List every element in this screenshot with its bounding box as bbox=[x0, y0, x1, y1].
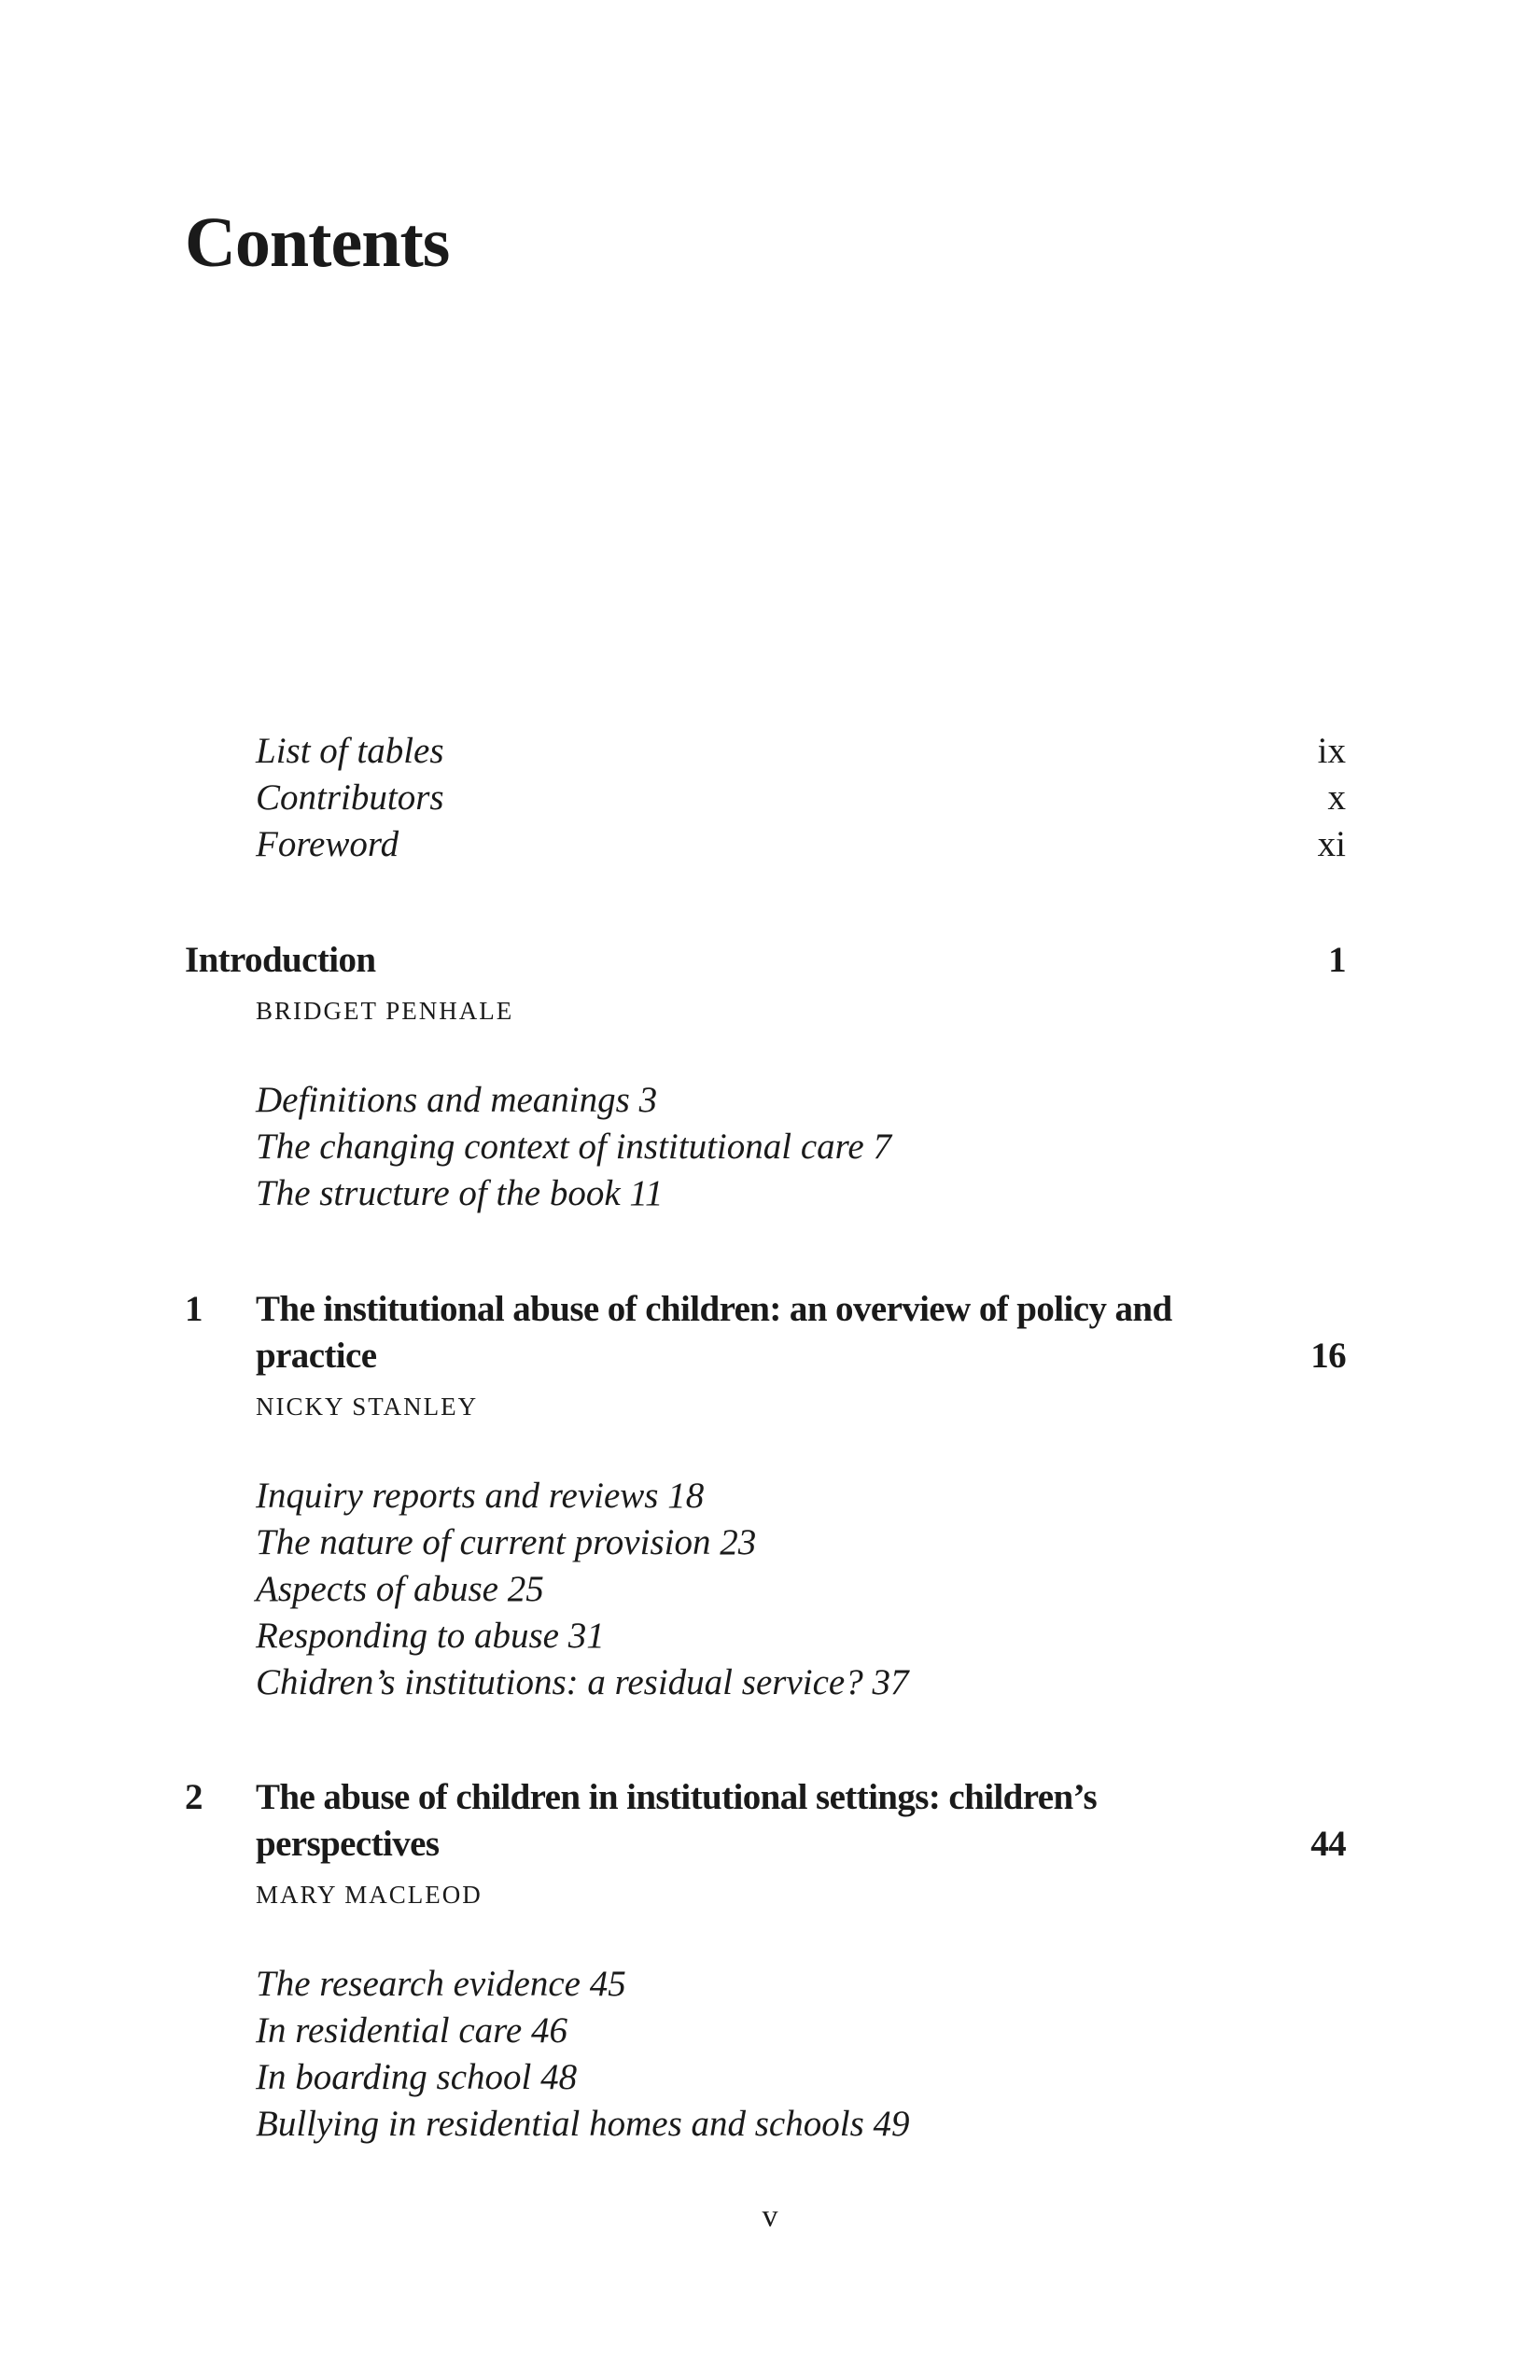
section-entry[interactable]: In boarding school 48 bbox=[256, 2057, 578, 2097]
toc-entry-page: ix bbox=[1317, 731, 1346, 771]
section-entry[interactable]: The nature of current provision 23 bbox=[256, 1522, 757, 1562]
section-entry[interactable]: Definitions and meanings 3 bbox=[256, 1080, 658, 1120]
chapter-author: MARY MACLEOD bbox=[256, 1881, 483, 1909]
introduction-title[interactable]: Introduction bbox=[185, 940, 376, 980]
introduction-author: BRIDGET PENHALE bbox=[256, 997, 514, 1025]
chapter-number: 2 bbox=[185, 1777, 203, 1817]
chapter-title-continued[interactable]: practice bbox=[256, 1336, 377, 1376]
chapter-title[interactable]: The institutional abuse of children: an overview of policy and bbox=[256, 1289, 1172, 1329]
section-entry[interactable]: Responding to abuse 31 bbox=[256, 1616, 605, 1656]
chapter-page: 44 bbox=[1310, 1824, 1346, 1864]
section-entry[interactable]: The structure of the book 11 bbox=[256, 1173, 664, 1213]
page-title: Contents bbox=[185, 203, 450, 282]
chapter-title-continued[interactable]: perspectives bbox=[256, 1824, 440, 1864]
section-entry[interactable]: Inquiry reports and reviews 18 bbox=[256, 1476, 705, 1516]
toc-entry-label[interactable]: Foreword bbox=[256, 824, 399, 864]
section-entry[interactable]: The changing context of institutional care 7 bbox=[256, 1127, 891, 1167]
section-entry[interactable]: In residential care 46 bbox=[256, 2010, 567, 2051]
toc-entry-page: xi bbox=[1317, 824, 1346, 864]
toc-entry-page: x bbox=[1327, 777, 1346, 818]
chapter-page: 16 bbox=[1310, 1336, 1346, 1376]
section-entry[interactable]: Bullying in residential homes and schools 49 bbox=[256, 2104, 910, 2144]
introduction-page: 1 bbox=[1328, 940, 1346, 980]
section-entry[interactable]: The research evidence 45 bbox=[256, 1964, 626, 2004]
page-folio: v bbox=[762, 2199, 778, 2233]
section-entry[interactable]: Chidren’s institutions: a residual service? 37 bbox=[256, 1662, 909, 1702]
toc-entry-label[interactable]: List of tables bbox=[256, 731, 444, 771]
section-entry[interactable]: Aspects of abuse 25 bbox=[256, 1569, 544, 1609]
chapter-number: 1 bbox=[185, 1289, 203, 1329]
toc-entry-label[interactable]: Contributors bbox=[256, 777, 444, 818]
chapter-author: NICKY STANLEY bbox=[256, 1393, 479, 1421]
chapter-title[interactable]: The abuse of children in institutional settings: children’s bbox=[256, 1777, 1098, 1817]
